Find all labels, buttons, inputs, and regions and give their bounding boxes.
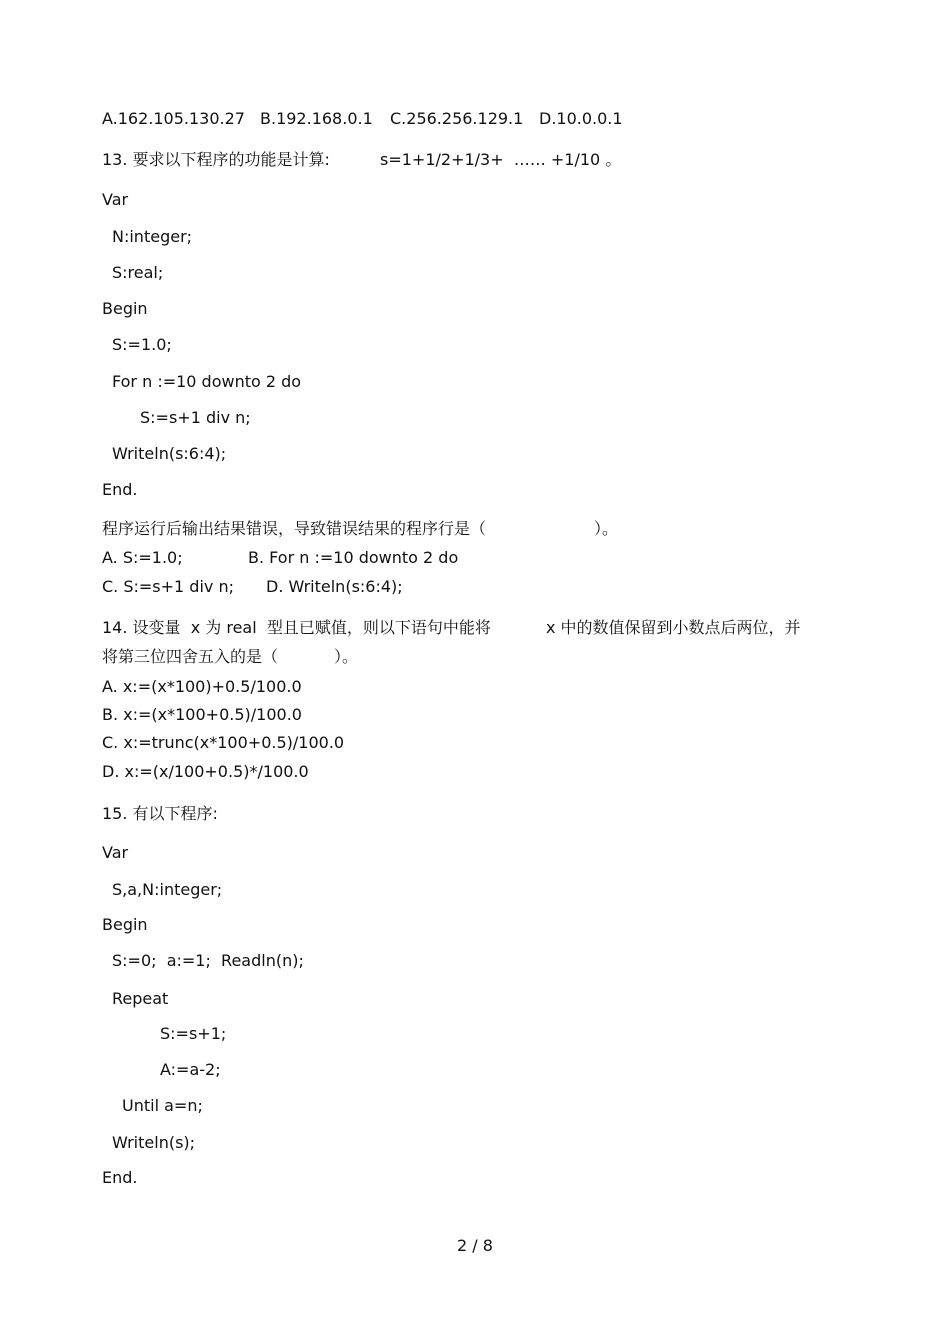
q13-code-line: S:=s+1 div n; xyxy=(140,408,251,427)
q13-option-a: A. S:=1.0; xyxy=(102,548,183,567)
q15-code-line: S:=s+1; xyxy=(160,1024,227,1043)
q13-question-close: ）。 xyxy=(594,519,619,538)
q13-code-line: N:integer; xyxy=(112,227,193,246)
q13-code-line: Var xyxy=(102,190,129,209)
q14-stem-line2: 将第三位四舍五入的是（ xyxy=(102,647,279,666)
q14-option-a: A. x:=(x*100)+0.5/100.0 xyxy=(102,677,302,696)
q12-option-d: D.10.0.0.1 xyxy=(539,109,623,128)
q13-option-c: C. S:=s+1 div n; xyxy=(102,577,234,596)
q15-code-line: S:=0; a:=1; Readln(n); xyxy=(112,951,304,970)
q12-option-c: C.256.256.129.1 xyxy=(390,109,524,128)
q12-option-a: A.162.105.130.27 xyxy=(102,109,245,128)
q15-code-line: S,a,N:integer; xyxy=(112,880,223,899)
q13-code-line: S:real; xyxy=(112,263,164,282)
q14-stem: 14. 设变量 x 为 real 型且已赋值，则以下语句中能将 xyxy=(102,618,491,637)
q13-option-b: B. For n :=10 downto 2 do xyxy=(248,548,459,567)
page-number: 2 / 8 xyxy=(457,1236,493,1255)
q15-code-line: End. xyxy=(102,1168,138,1187)
q13-code-line: S:=1.0; xyxy=(112,335,172,354)
q13-formula: s=1+1/2+1/3+ …… +1/10 。 xyxy=(380,150,622,169)
q13-code-line: For n :=10 downto 2 do xyxy=(112,372,302,391)
q15-code-line: Begin xyxy=(102,915,148,934)
q13-stem: 13. 要求以下程序的功能是计算: xyxy=(102,150,330,169)
q14-stem-cont: x 中的数值保留到小数点后两位，并 xyxy=(546,618,801,637)
q14-option-b: B. x:=(x*100+0.5)/100.0 xyxy=(102,705,302,724)
q15-code-line: Writeln(s); xyxy=(112,1133,196,1152)
q15-stem: 15. 有以下程序: xyxy=(102,804,218,823)
q14-option-d: D. x:=(x/100+0.5)*/100.0 xyxy=(102,762,309,781)
q13-code-line: Begin xyxy=(102,299,148,318)
q15-code-line: A:=a-2; xyxy=(160,1060,221,1079)
q13-code-line: Writeln(s:6:4); xyxy=(112,444,227,463)
q15-code-line: Var xyxy=(102,843,129,862)
q13-question: 程序运行后输出结果错误，导致错误结果的程序行是（ xyxy=(102,519,487,538)
q14-stem-close: ）。 xyxy=(334,647,359,666)
q13-option-d: D. Writeln(s:6:4); xyxy=(266,577,403,596)
q13-code-line: End. xyxy=(102,480,138,499)
q15-code-line: Repeat xyxy=(112,989,169,1008)
q15-code-line: Until a=n; xyxy=(122,1096,203,1115)
q14-option-c: C. x:=trunc(x*100+0.5)/100.0 xyxy=(102,733,345,752)
q12-option-b: B.192.168.0.1 xyxy=(260,109,373,128)
